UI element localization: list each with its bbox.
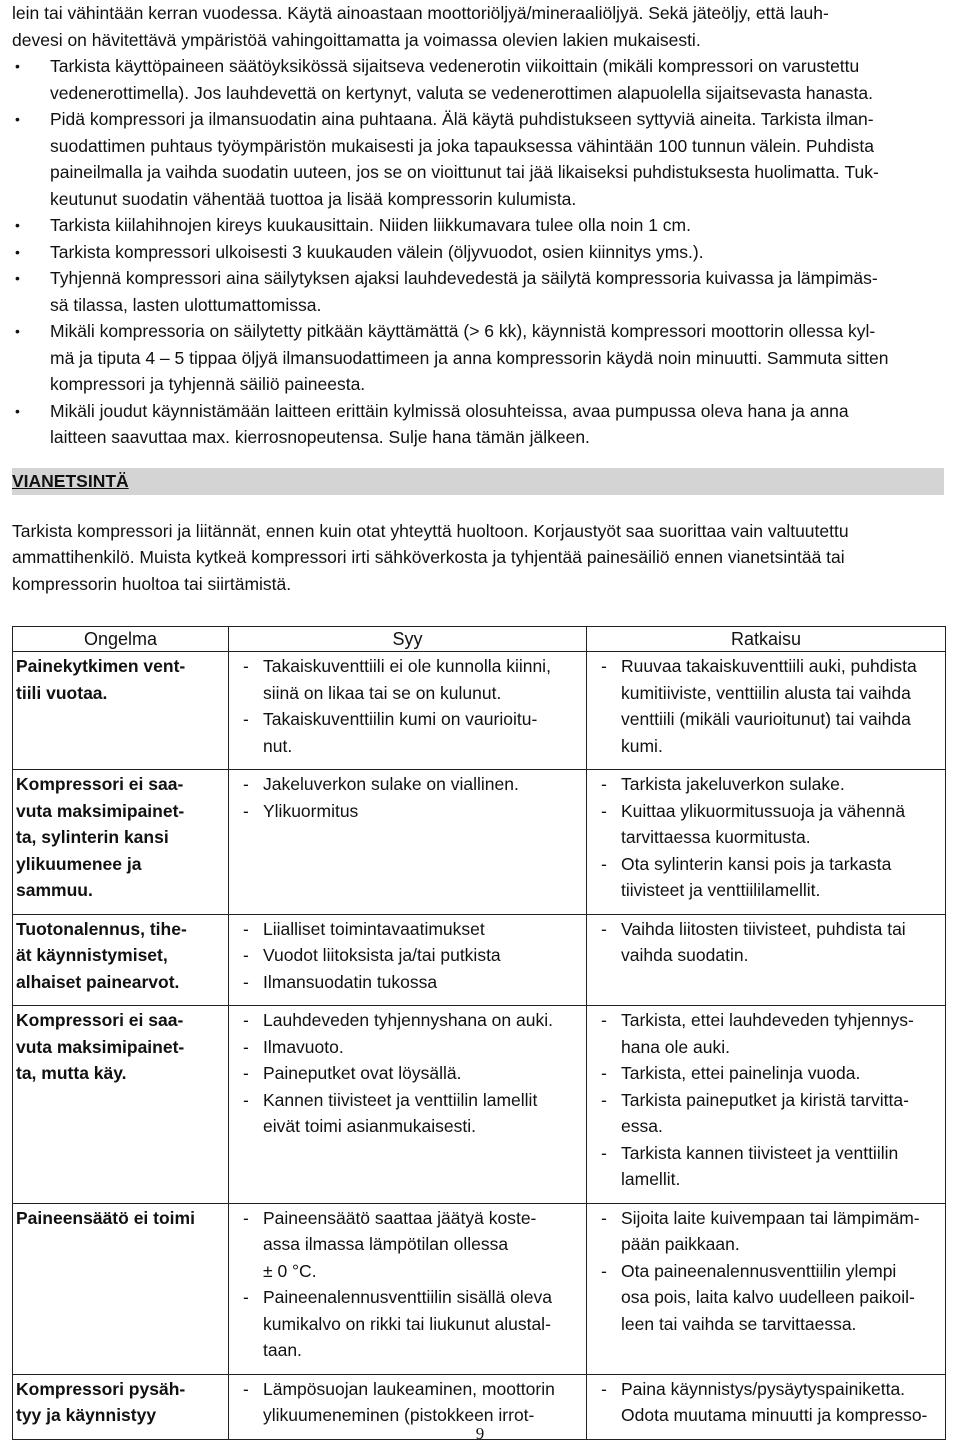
solution-text-line: - Tarkista, ettei painelinja vuoda. [621, 1063, 861, 1083]
bullet-item [12, 212, 944, 239]
solution-cell [587, 652, 946, 770]
cause-item [241, 1034, 582, 1061]
solution-text-line: kumitiiviste, venttiilin alusta tai vaihda [621, 682, 911, 703]
solution-text-line: - Tarkista, ettei lauhdeveden tyhjennys- [621, 1010, 914, 1030]
solution-item [599, 1007, 941, 1060]
cause-item [241, 1087, 582, 1140]
problem-text-line: alhaiset painearvot. [16, 971, 180, 992]
cause-text-line: ± 0 °C. [263, 1260, 317, 1281]
text-line: lein tai vähintään kerran vuodessa. Käytä ainoastaan moottoriöljyä/mineraaliöljyä. Sekä jäteöljy, että lauh- [12, 3, 829, 23]
bullet-text-line: Pidä kompressori ja ilmansuodatin aina puhtaana. Älä käytä puhdistukseen syttyviä aineita. Tarkista ilman- [50, 109, 874, 129]
section-intro [12, 518, 944, 598]
table-row [13, 770, 946, 915]
solution-cell [587, 1006, 946, 1204]
problem-text-line: tiili vuotaa. [16, 682, 108, 703]
solution-item [599, 771, 941, 798]
section-title: VIANETSINTÄ [12, 470, 129, 491]
bullet-text-line: mä ja tiputa 4 – 5 tippaa öljyä ilmansuodattimeen ja anna kompressorin käydä noin minuutti. Sammuta sitten [50, 347, 889, 368]
solution-item [599, 916, 941, 969]
solution-text-line: kumi. [621, 735, 663, 756]
bullet-text-line: sä tilassa, lasten ulottumattomissa. [50, 294, 322, 315]
bullet-text-line: vedenerottimella). Jos lauhdevettä on kertynyt, valuta se vedenerottimen alapuolella sijaitsevasta hanasta. [50, 82, 873, 103]
cause-item [241, 969, 582, 996]
bullet-icon: • [15, 243, 20, 260]
solution-text-line: - Sijoita laite kuivempaan tai lämpimäm- [621, 1207, 920, 1228]
cause-text-line: - Jakeluverkon sulake on viallinen. [263, 774, 519, 794]
solution-text-line: Odota muutama minuutti ja kompresso- [621, 1405, 928, 1425]
cause-item [241, 798, 582, 825]
problem-text-line: vuta maksimipainet- [16, 800, 185, 821]
solution-text-line: tiivisteet ja venttiililamellit. [621, 880, 821, 900]
cause-text-line: - Ylikuormitus [263, 800, 359, 821]
cause-text-line: eivät toimi asianmukaisesti. [263, 1116, 476, 1136]
table-header-row [13, 627, 946, 652]
solution-item [599, 851, 941, 904]
page-number: 9 [475, 1424, 485, 1443]
solution-cell [587, 770, 946, 915]
bullet-icon: • [15, 58, 20, 74]
problem-cell [13, 1006, 229, 1204]
problem-text-line: Paineensäätö ei toimi [16, 1207, 195, 1228]
cause-text-line: taan. [263, 1340, 302, 1360]
problem-cell [13, 1203, 229, 1374]
text-line: ammattihenkilö. Muista kytkeä kompressori irti sähköverkosta ja tyhjentää painesäiliö ennen vianetsintää tai [12, 547, 845, 567]
solution-text-line: - Tarkista jakeluverkon sulake. [621, 774, 845, 794]
solution-text-line: - Ruuvaa takaiskuventtiili auki, puhdista [621, 656, 917, 676]
bullet-item [12, 239, 944, 266]
solution-text-line: tarvittaessa kuormitusta. [621, 827, 811, 847]
table-row [13, 1006, 946, 1204]
problem-text-line: Painekytkimen vent- [16, 656, 186, 676]
solution-text-line: lamellit. [621, 1169, 681, 1189]
intro-paragraph [12, 0, 944, 53]
cause-text-line: - Kannen tiivisteet ja venttiilin lamellit [263, 1089, 538, 1110]
solution-text-line: - Ota paineenalennusventtiilin ylempi [621, 1260, 897, 1281]
solution-text-line: - Tarkista kannen tiivisteet ja venttiilin [621, 1142, 899, 1163]
solution-item [599, 1060, 941, 1087]
solution-text-line: vaihda suodatin. [621, 945, 749, 965]
solution-item [599, 1140, 941, 1193]
bullet-text-line: paineilmalla ja vaihda suodatin uuteen, jos se on vioittunut tai jää likaiseksi puhdistuksesta huolimatta. Tuk- [50, 162, 879, 182]
cause-text-line: ylikuumeneminen (pistokkeen irrot- [263, 1405, 535, 1425]
bullet-icon: • [15, 270, 20, 286]
problem-text-line: sammuu. [16, 880, 93, 900]
bullet-text-line: keutunut suodatin vähentää tuottoa ja lisää kompressorin kulumista. [50, 188, 577, 209]
cause-item [241, 1376, 582, 1429]
column-header-solution: Ratkaisu [587, 627, 946, 652]
column-header-cause: Syy [229, 627, 587, 652]
problem-text-line: Kompressori ei saa- [16, 774, 184, 794]
cause-text-line: - Paineensäätö saattaa jäätyä koste- [263, 1207, 537, 1228]
cause-cell [229, 652, 587, 770]
solution-item [599, 1376, 941, 1429]
solution-item [599, 1258, 941, 1338]
solution-item [599, 1205, 941, 1258]
cause-text-line: nut. [263, 735, 293, 756]
cause-cell [229, 914, 587, 1006]
cause-text-line: - Lämpösuojan laukeaminen, moottorin [263, 1378, 555, 1399]
solution-cell [587, 914, 946, 1006]
bullet-text-line: suodattimen puhtaus työympäristön mukaisesti ja joka tapauksessa vähintään 100 tunnun välein. Puhdista [50, 135, 874, 156]
text-line: kompressorin huoltoa tai siirtämistä. [12, 573, 292, 594]
cause-cell [229, 1203, 587, 1374]
table-body [13, 652, 946, 1440]
bullet-text-line: Tarkista käyttöpaineen säätöyksikössä sijaitseva vedenerotin viikoittain (mikäli kompressori on varustettu [50, 56, 860, 76]
column-header-problem: Ongelma [13, 627, 229, 652]
bullet-text-line: kompressori ja tyhjennä säiliö paineesta. [50, 374, 366, 394]
solution-text-line: - Paina käynnistys/pysäytyspainiketta. [621, 1378, 906, 1399]
bullet-item [12, 265, 944, 318]
bullet-item [12, 106, 944, 212]
cause-text-line: - Paineenalennusventtiilin sisällä oleva [263, 1287, 552, 1307]
problem-cell [13, 652, 229, 770]
text-line: Tarkista kompressori ja liitännät, ennen kuin otat yhteyttä huoltoon. Korjaustyöt saa suorittaa vain valtuutettu [12, 520, 849, 541]
solution-text-line: essa. [621, 1116, 663, 1136]
cause-text-line: kumikalvo on rikki tai liukunut alustal- [263, 1313, 551, 1334]
solution-text-line: hana ole auki. [621, 1036, 730, 1057]
text-line: devesi on hävitettävä ympäristöä vahingoittamatta ja voimassa olevien lakien mukaisesti. [12, 29, 701, 50]
cause-item [241, 653, 582, 706]
bullet-text-line: Mikäli joudut käynnistämään laitteen erittäin kylmissä olosuhteissa, avaa pumpussa oleva hana ja anna [50, 400, 849, 421]
cause-text-line: - Lauhdeveden tyhjennyshana on auki. [263, 1010, 553, 1030]
cause-cell [229, 1006, 587, 1204]
bullet-text-line: Tarkista kiilahihnojen kireys kuukausittain. Niiden liikkumavara tulee olla noin 1 cm. [50, 215, 691, 235]
bullet-text-line: laitteen saavuttaa max. kierrosnopeutensa. Sulje hana tämän jälkeen. [50, 427, 590, 447]
problem-cell [13, 914, 229, 1006]
bullet-icon: • [15, 402, 20, 419]
solution-item [599, 653, 941, 759]
solution-item [599, 798, 941, 851]
cause-text-line: - Paineputket ovat löysällä. [263, 1063, 462, 1083]
maintenance-bullet-list [12, 53, 944, 451]
solution-text-line: venttiili (mikäli vaurioitunut) tai vaihda [621, 709, 911, 729]
bullet-item [12, 318, 944, 398]
bullet-icon: • [15, 217, 20, 233]
problem-text-line: ta, sylinterin kansi [16, 827, 169, 847]
problem-text-line: ylikuumenee ja [16, 853, 142, 874]
table-row [13, 652, 946, 770]
bullet-item [12, 398, 944, 451]
cause-item [241, 942, 582, 969]
cause-item [241, 1284, 582, 1364]
cause-item [241, 1007, 582, 1034]
problem-text-line: tyy ja käynnistyy [16, 1405, 157, 1425]
table-row [13, 914, 946, 1006]
cause-item [241, 771, 582, 798]
cause-text-line: - Ilmavuoto. [263, 1036, 344, 1057]
solution-text-line: leen tai vaihda se tarvittaessa. [621, 1313, 857, 1334]
bullet-icon: • [15, 323, 20, 339]
cause-item [241, 1060, 582, 1087]
cause-text-line: - Takaiskuventtiili ei ole kunnolla kiinni, [263, 656, 551, 676]
problem-text-line: Kompressori pysäh- [16, 1378, 186, 1399]
solution-text-line: osa pois, laita kalvo uudelleen paikoil- [621, 1287, 915, 1307]
cause-text-line: - Vuodot liitoksista ja/tai putkista [263, 945, 501, 965]
cause-text-line: siinä on likaa tai se on kulunut. [263, 682, 502, 703]
solution-text-line: - Ota sylinterin kansi pois ja tarkasta [621, 853, 892, 874]
solution-text-line: - Kuittaa ylikuormitussuoja ja vähennä [621, 800, 906, 821]
problem-text-line: Tuotonalennus, tihe- [16, 918, 187, 939]
problem-text-line: ta, mutta käy. [16, 1063, 127, 1083]
problem-text-line: ät käynnistymiset, [16, 945, 168, 965]
section-header-bar [12, 468, 944, 495]
troubleshooting-table [12, 626, 946, 1440]
cause-text-line: - Takaiskuventtiilin kumi on vaurioitu- [263, 709, 538, 729]
solution-text-line: - Tarkista paineputket ja kiristä tarvitta- [621, 1089, 909, 1110]
table-row [13, 1203, 946, 1374]
bullet-icon: • [15, 111, 20, 127]
solution-cell [587, 1203, 946, 1374]
cause-item [241, 916, 582, 943]
cause-item [241, 706, 582, 759]
problem-text-line: vuta maksimipainet- [16, 1036, 185, 1057]
problem-cell [13, 770, 229, 915]
problem-text-line: Kompressori ei saa- [16, 1010, 184, 1030]
cause-cell [229, 770, 587, 915]
cause-text-line: - Ilmansuodatin tukossa [263, 971, 438, 992]
bullet-item [12, 53, 944, 106]
bullet-text-line: Tarkista kompressori ulkoisesti 3 kuukauden välein (öljyvuodot, osien kiinnitys yms.). [50, 241, 704, 262]
cause-text-line: assa ilmassa lämpötilan ollessa [263, 1234, 509, 1254]
solution-text-line: - Vaihda liitosten tiivisteet, puhdista tai [621, 918, 906, 939]
cause-text-line: - Liialliset toimintavaatimukset [263, 918, 485, 939]
solution-text-line: pään paikkaan. [621, 1234, 740, 1254]
bullet-text-line: Tyhjennä kompressori aina säilytyksen ajaksi lauhdevedestä ja säilytä kompressoria kuivassa ja lämpimäs- [50, 268, 878, 288]
solution-item [599, 1087, 941, 1140]
cause-item [241, 1205, 582, 1285]
bullet-text-line: Mikäli kompressoria on säilytetty pitkään käyttämättä (> 6 kk), käynnistä kompressori moottorin ollessa kyl- [50, 321, 876, 341]
document-page [12, 0, 944, 1440]
